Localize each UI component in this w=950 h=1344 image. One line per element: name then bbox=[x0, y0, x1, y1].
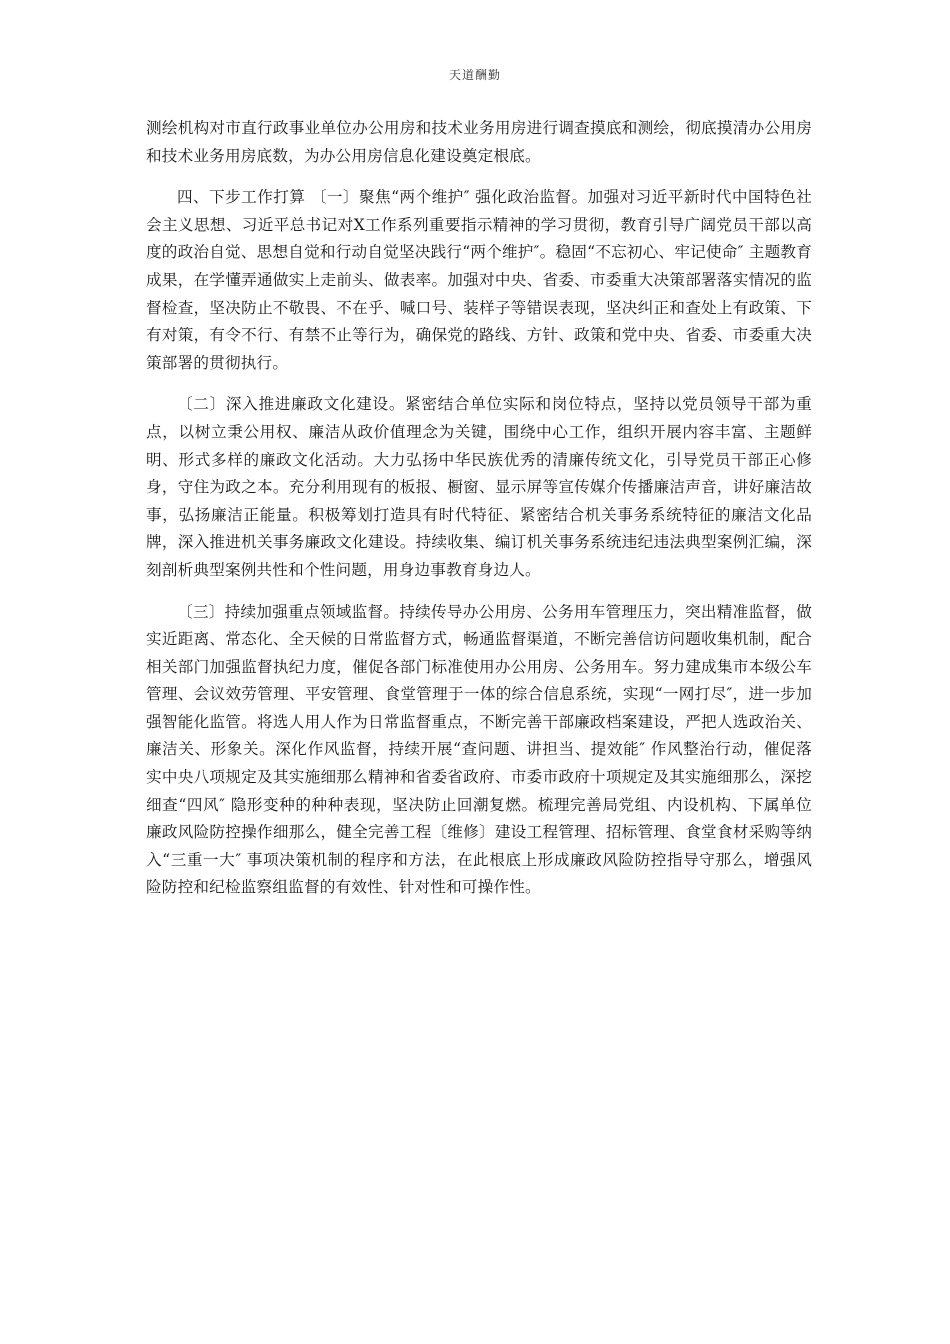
page-header: 天道酬勤 bbox=[448, 68, 501, 82]
paragraph-item-three: 〔三〕持续加强重点领域监督。持续传导办公用房、公务用车管理压力，突出精准监督，做实近距离、常态化、全天候的日常监督方式，畅通监督渠道，不断完善信访问题收集机制，配合相关部门加强监督执纪力度，催促各部门标准使用办公用房、公务用车。努力建成集市本级公车管理、会议效劳管理、平安管理、食堂管理于一体的综合信息系统，实现“一网打尽″，进一步加强智能化监管。将选人用人作为日常监督重点，不断完善干部廉政档案建设，严把人选政治关、廉洁关、形象关。深化作风监督，持续开展“查问题、讲担当、提效能″ 作风整治行动，催促落实中央八项规定及其实施细那么精神和省委省政府、市委市政府十项规定及其实施细那么，深挖细查“四风″ 隐形变种的种种表现，坚决防止回潮复燃。梳理完善局党组、内设机构、下属单位廉政风险防控操作细那么，健全完善工程〔维修〕建设工程管理、招标管理、食堂食材采购等纳入“三重一大″ 事项决策机制的程序和方法，在此根底上形成廉政风险防控指导守那么，增强风险防控和纪检监察组监督的有效性、针对性和可操作性。 bbox=[146, 602, 812, 897]
paragraph-continuation: 测绘机构对市直行政事业单位办公用房和技术业务用房进行调查摸底和测绘，彻底摸清办公用房和技术业务用房底数，为办公用房信息化建设奠定根底。 bbox=[146, 119, 812, 165]
paragraph-section-four: 四、下步工作打算 〔一〕聚焦“两个维护″ 强化政治监督。加强对习近平新时代中国特色社会主义思想、习近平总书记对X工作系列重要指示精神的学习贯彻，教育引导广阔党员干部以高度的政治自觉、思想自觉和行动自觉坚决践行“两个维护″。稳固“不忘初心、牢记使命″ 主题教育成果，在学懂弄通做实上走前头、做表率。加强对中央、省委、市委重大决策部署落实情况的监督检查，坚决防止不敬畏、不在乎、喊口号、装样子等错误表现，坚决纠正和查处上有政策、下有对策，有令不行、有禁不止等行为，确保党的路线、方针、政策和党中央、省委、市委重大决策部署的贯彻执行。 bbox=[146, 188, 812, 372]
paragraph-item-two: 〔二〕深入推进廉政文化建设。紧密结合单位实际和岗位特点，坚持以党员领导干部为重点，以树立秉公用权、廉洁从政价值理念为关键，围绕中心工作，组织开展内容丰富、主题鲜明、形式多样的廉政文化活动。大力弘扬中华民族优秀的清廉传统文化，引导党员干部正心修身，守住为政之本。充分利用现有的板报、橱窗、显示屏等宣传媒介传播廉洁声音，讲好廉洁故事，弘扬廉洁正能量。积极筹划打造具有时代特征、紧密结合机关事务系统特征的廉洁文化品牌，深入推进机关事务廉政文化建设。持续收集、编订机关事务系统违纪违法典型案例汇编，深刻剖析典型案例共性和个性问题，用身边事教育身边人。 bbox=[146, 395, 812, 579]
document-body bbox=[146, 115, 812, 916]
